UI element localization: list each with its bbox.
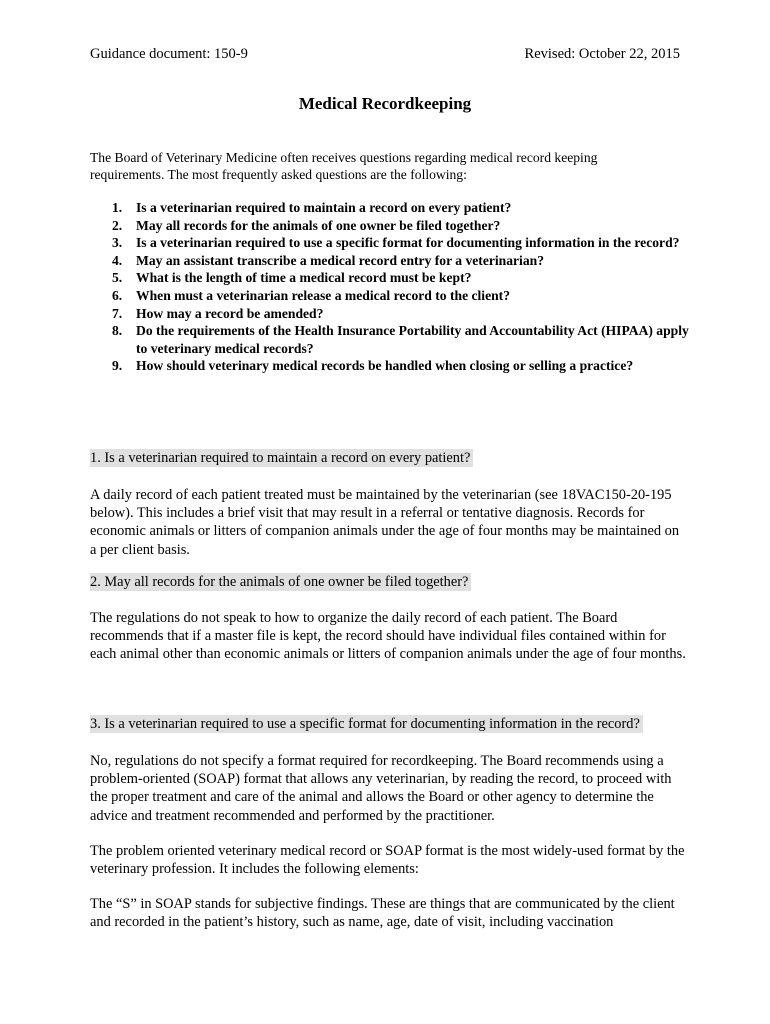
list-item: [90, 217, 690, 235]
section-2-heading: 2. May all records for the animals of one owner be filed together?: [90, 573, 471, 591]
list-item: [90, 234, 690, 252]
list-item-number: 1.: [112, 200, 123, 215]
list-item: [90, 322, 690, 357]
document-header: [90, 46, 680, 63]
list-item: [90, 305, 690, 323]
revision-date: Revised: October 22, 2015: [524, 46, 680, 62]
section-1-heading: 1. Is a veterinarian required to maintain a record on every patient?: [90, 449, 473, 467]
section-2-paragraph: The regulations do not speak to how to organize the daily record of each patient. The Board recommends that if a master file is kept, the record should have individual files contained within for each animal other than economic animals or litters of companion animals under the age of four months.: [90, 610, 686, 663]
section-3-paragraph: The problem oriented veterinary medical record or SOAP format is the most widely-used format by the veterinary profession. It includes the following elements:: [90, 843, 685, 878]
list-item-text: Is a veterinarian required to use a specific format for documenting information in the record?: [136, 235, 680, 251]
list-item-text: Is a veterinarian required to maintain a record on every patient?: [136, 200, 512, 215]
list-item-number: 6.: [112, 287, 123, 303]
question-list: [90, 199, 690, 375]
list-item-text: May an assistant transcribe a medical record entry for a veterinarian?: [136, 252, 544, 268]
list-item: [90, 269, 690, 287]
list-item: [90, 252, 690, 270]
list-item-number: 3.: [112, 235, 123, 251]
list-item-number: 5.: [112, 270, 123, 286]
list-item: [90, 199, 690, 217]
list-item: [90, 357, 690, 375]
list-item-number: 4.: [112, 252, 123, 268]
section-3-paragraph: No, regulations do not specify a format required for recordkeeping. The Board recommends using a problem-oriented (SOAP) format that allows any veterinarian, by reading the record, to proceed with the proper treatment and care of the animal and allows the Board or other agency to determine the advice and treatment recommended and performed by the practitioner.: [90, 753, 672, 824]
page-title: Medical Recordkeeping: [298, 94, 472, 113]
section-1-paragraph: A daily record of each patient treated must be maintained by the veterinarian (see 18VAC150-20-195 below). This includes a brief visit that may result in a referral or tentative diagnosis. Records for economic animals or litters of companion animals under the age of four months may be maintained on a per client basis.: [90, 487, 680, 558]
list-item-number: 7.: [112, 305, 123, 321]
section-3-paragraph: The “S” in SOAP stands for subjective findings. These are things that are communicated by the client and recorded in the patient’s history, such as name, age, date of visit, including vaccination: [90, 896, 675, 931]
list-item-text: How may a record be amended?: [136, 305, 324, 321]
list-item-text: May all records for the animals of one owner be filed together?: [136, 217, 501, 233]
list-item-text: When must a veterinarian release a medical record to the client?: [136, 287, 511, 303]
list-item-text: Do the requirements of the Health Insurance Portability and Accountability Act (HIPAA) apply to veterinary medical records?: [136, 323, 689, 356]
list-item-number: 9.: [112, 358, 123, 374]
list-item-number: 2.: [112, 217, 123, 233]
section-3-heading: 3. Is a veterinarian required to use a specific format for documenting information in the record?: [90, 715, 643, 733]
intro-paragraph: The Board of Veterinary Medicine often receives questions regarding medical record keeping requirements. The most frequently asked questions are the following:: [90, 150, 598, 182]
list-item: [90, 287, 690, 305]
list-item-text: How should veterinary medical records be handled when closing or selling a practice?: [136, 358, 634, 374]
list-item-text: What is the length of time a medical record must be kept?: [136, 270, 472, 286]
list-item-number: 8.: [112, 323, 123, 339]
document-id: Guidance document: 150-9: [90, 46, 248, 62]
